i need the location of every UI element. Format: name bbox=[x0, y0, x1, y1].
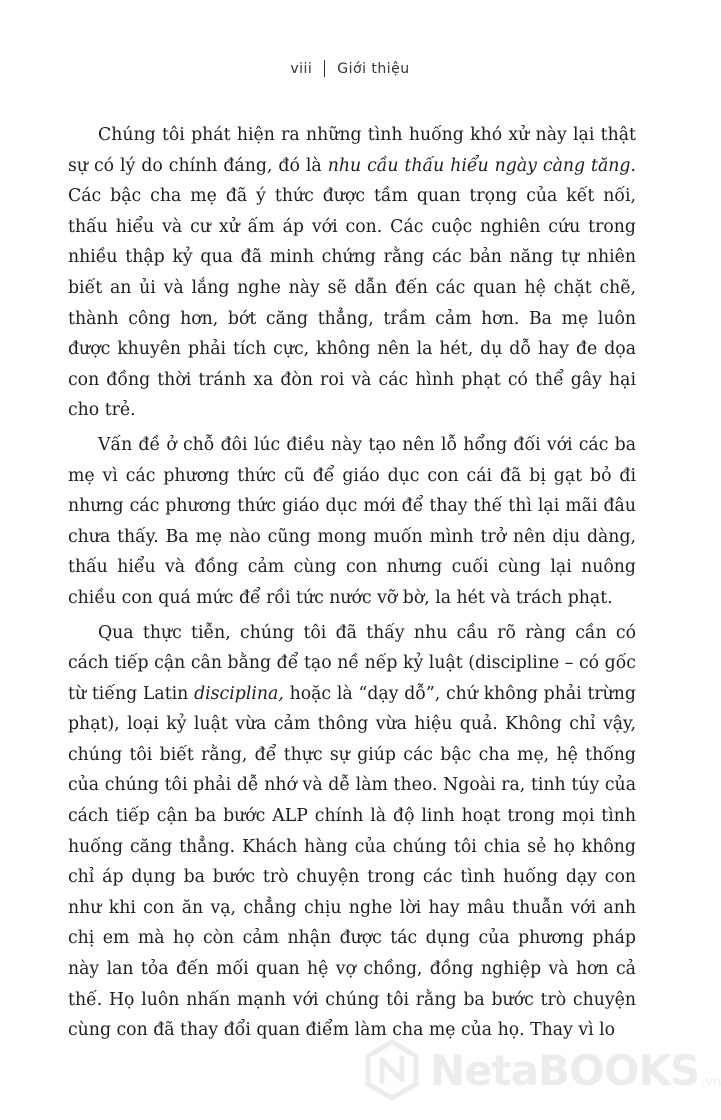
paragraph-1-emphasis: nhu cầu thấu hiểu ngày càng tăng bbox=[327, 155, 631, 176]
paragraph-3-text-a: Qua thực tiễn, chúng tôi đã thấy nhu cầu rõ ràng cần có cách tiếp cận cân bằng để tạo nề nếp kỷ luật (discipline – có gốc từ tiếng Latin bbox=[68, 622, 636, 704]
paragraph-3-text-b: hoặc là “dạy dỗ”, chứ không phải trừng phạt), loại kỷ luật vừa cảm thông vừa hiệu quả. Không chỉ vậy, chúng tôi biết rằng, để thực sự giúp các bậc cha mẹ, hệ thống của chúng tôi phải dễ nhớ và dễ làm theo. Ngoài ra, tinh túy của cách tiếp cận ba bước ALP chính là độ linh hoạt trong mọi tình huống căng thẳng. Khách hàng của chúng tôi chia sẻ họ không chỉ áp dụng ba bước trò chuyện trong các tình huống dạy con như khi con ăn vạ, chẳng chịu nghe lời hay mâu thuẫn với anh chị em mà họ còn cảm nhận được tác dụng của phương pháp này lan tỏa đến mối quan hệ vợ chồng, đồng nghiệp và hơn cả thế. Họ luôn nhấn mạnh với chúng tôi rằng ba bước trò chuyện cùng con đã thay đổi quan điểm làm cha mẹ của họ. Thay vì lo bbox=[68, 683, 636, 1041]
running-header bbox=[0, 60, 700, 77]
paragraph-2-text: Vấn đề ở chỗ đôi lúc điều này tạo nên lỗ hổng đối với các ba mẹ vì các phương thức cũ để giáo dục con cái đã bị gạt bỏ đi nhưng các phương thức giáo dục mới để thay thế thì lại mãi đâu chưa thấy. Ba mẹ nào cũng mong muốn mình trở nên dịu dàng, thấu hiểu và đồng cảm cùng con nhưng cuối cùng lại nuông chiều con quá mức để rồi tức nước vỡ bờ, la hét và trách phạt. bbox=[68, 434, 636, 608]
paragraph-1 bbox=[68, 120, 636, 426]
paragraph-1-text-b: . Các bậc cha mẹ đã ý thức được tầm quan trọng của kết nối, thấu hiểu và cư xử ấm áp với con. Các cuộc nghiên cứu trong nhiều thập kỷ qua đã minh chứng rằng các bản năng tự nhiên biết an ủi và lắng nghe này sẽ dẫn đến các quan hệ chặt chẽ, thành công hơn, bớt căng thẳng, trầm cảm hơn. Ba mẹ luôn được khuyên phải tích cực, không nên la hét, dụ dỗ hay đe dọa con đồng thời tránh xa đòn roi và các hình phạt có thể gây hại cho trẻ. bbox=[68, 155, 636, 421]
paragraph-3 bbox=[68, 618, 636, 1046]
header-separator bbox=[324, 60, 325, 77]
paragraph-2 bbox=[68, 430, 636, 614]
watermark-brand: NetaBOOKS bbox=[430, 1045, 700, 1095]
watermark bbox=[360, 1032, 721, 1108]
watermark-tld: .vn bbox=[701, 1075, 721, 1090]
paragraph-1-text-a: Chúng tôi phát hiện ra những tình huống khó xử này lại thật sự có lý do chính đáng, đó là bbox=[68, 125, 636, 176]
body-text bbox=[68, 120, 636, 1046]
paragraph-3-emphasis: disciplina, bbox=[194, 683, 284, 704]
netabooks-logo-icon bbox=[360, 1038, 424, 1102]
section-title: Giới thiệu bbox=[337, 61, 410, 77]
page-number: viii bbox=[290, 61, 313, 77]
